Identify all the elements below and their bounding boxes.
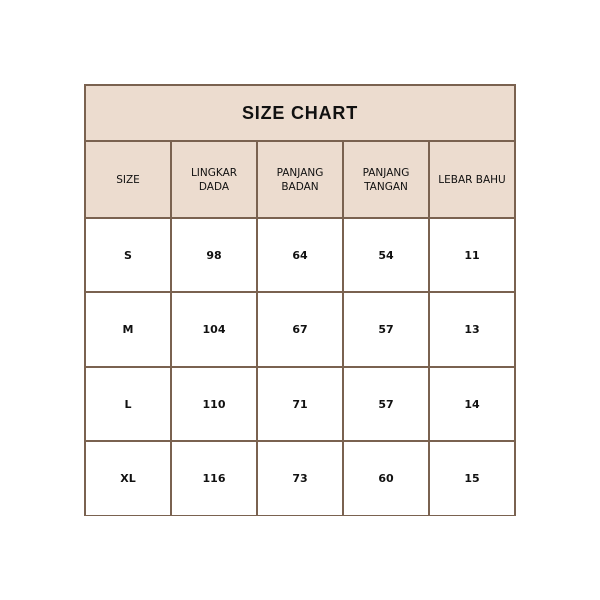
cell-lebar-bahu: 11 — [430, 219, 514, 293]
cell-panjang-badan: 64 — [258, 219, 344, 293]
cell-lingkar-dada: 104 — [172, 293, 258, 368]
cell-panjang-badan: 71 — [258, 368, 344, 442]
cell-panjang-badan: 73 — [258, 442, 344, 515]
header-lebar-bahu: LEBAR BAHU — [430, 142, 514, 219]
header-panjang-tangan: PANJANG TANGAN — [344, 142, 430, 219]
cell-lebar-bahu: 14 — [430, 368, 514, 442]
size-grid — [86, 142, 514, 515]
header-size: SIZE — [86, 142, 172, 219]
header-lingkar-dada: LINGKAR DADA — [172, 142, 258, 219]
cell-lingkar-dada: 116 — [172, 442, 258, 515]
size-chart-table — [84, 84, 516, 516]
cell-panjang-tangan: 54 — [344, 219, 430, 293]
cell-size: S — [86, 219, 172, 293]
header-panjang-badan: PANJANG BADAN — [258, 142, 344, 219]
cell-panjang-tangan: 57 — [344, 368, 430, 442]
cell-panjang-tangan: 57 — [344, 293, 430, 368]
cell-lebar-bahu: 15 — [430, 442, 514, 515]
cell-panjang-badan: 67 — [258, 293, 344, 368]
cell-size: M — [86, 293, 172, 368]
cell-lebar-bahu: 13 — [430, 293, 514, 368]
cell-size: XL — [86, 442, 172, 515]
cell-lingkar-dada: 98 — [172, 219, 258, 293]
cell-lingkar-dada: 110 — [172, 368, 258, 442]
cell-size: L — [86, 368, 172, 442]
chart-title: SIZE CHART — [86, 86, 514, 142]
cell-panjang-tangan: 60 — [344, 442, 430, 515]
